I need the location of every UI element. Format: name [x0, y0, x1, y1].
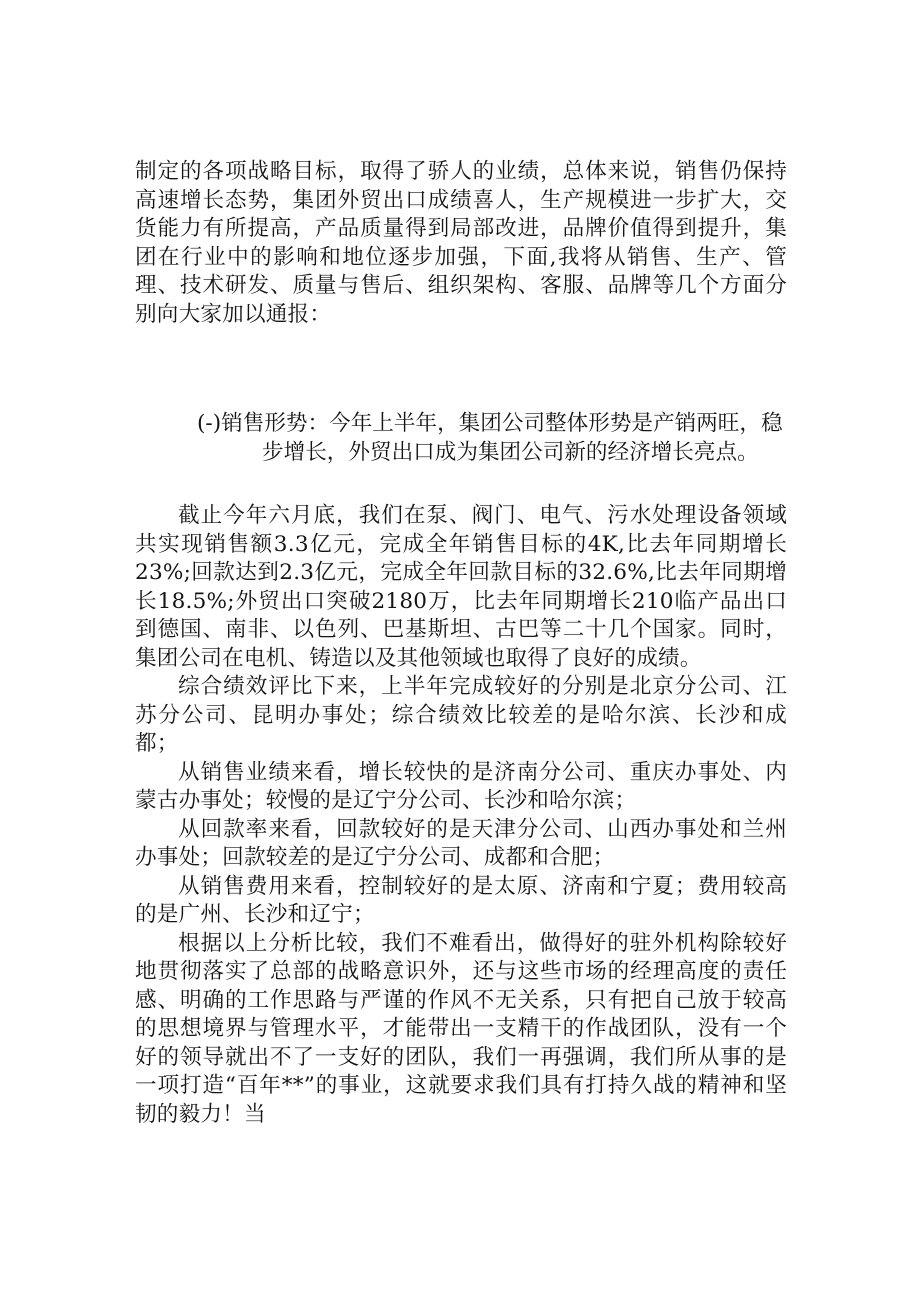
paragraph-overall-performance: 综合绩效评比下来，上半年完成较好的分别是北京分公司、江苏分公司、昆明办事处；综合绩效比较差的是哈尔滨、长沙和成都； [135, 674, 787, 756]
intro-paragraph: 制定的各项战略目标，取得了骄人的业绩，总体来说，销售仍保持高速增长态势，集团外贸出口成绩喜人，生产规模进一步扩大，交货能力有所提高，产品质量得到局部改进，品牌价值得到提升，集团在行业中的影响和地位逐步加强，下面,我将从销售、生产、管理、技术研发、质量与售后、组织架构、客服、品牌等几个方面分别向大家加以通报： [135, 159, 787, 327]
paragraph-collection-rate: 从回款率来看，回款较好的是天津分公司、山西办事处和兰州办事处；回款较差的是辽宁分公司、成都和合肥； [135, 816, 787, 870]
paragraph-analysis: 根据以上分析比较，我们不难看出，做得好的驻外机构除较好地贯彻落实了总部的战略意识外，还与这些市场的经理高度的责任感、明确的工作思路与严谨的作风不无关系，只有把自己放于较高的思想境界与管理水平，才能带出一支精干的作战团队，没有一个好的领导就出不了一支好的团队，我们一再强调，我们所从事的是一项打造“百年**”的事业，这就要求我们具有打持久战的精神和坚韧的毅力！当 [135, 930, 787, 1127]
paragraph-sales-figures: 截止今年六月底，我们在泵、阀门、电气、污水处理设备领域共实现销售额3.3亿元，完成全年销售目标的4K,比去年同期增长23%;回款达到2.3亿元，完成全年回款目标的32.6%,比去年同期增长18.5%;外贸出口突破2180万，比去年同期增长210临产品出口到德国、南非、以色列、巴基斯坦、古巴等二十几个国家。同时，集团公司在电机、铸造以及其他领域也取得了良好的成绩。 [135, 503, 787, 671]
sales-section-body [135, 502, 787, 1129]
section-heading-line-2: 步增长，外贸出口成为集团公司新的经济增长亮点。 [262, 439, 759, 465]
paragraph-sales-growth: 从销售业绩来看，增长较快的是济南分公司、重庆办事处、内蒙古办事处；较慢的是辽宁分公司、长沙和哈尔滨； [135, 759, 787, 813]
section-heading-line-1: (-)销售形势：今年上半年，集团公司整体形势是产销两旺，稳 [197, 411, 783, 436]
paragraph-sales-expenses: 从销售费用来看，控制较好的是太原、济南和宁夏；费用较高的是广州、长沙和辽宁； [135, 873, 787, 927]
section-heading [197, 410, 789, 467]
